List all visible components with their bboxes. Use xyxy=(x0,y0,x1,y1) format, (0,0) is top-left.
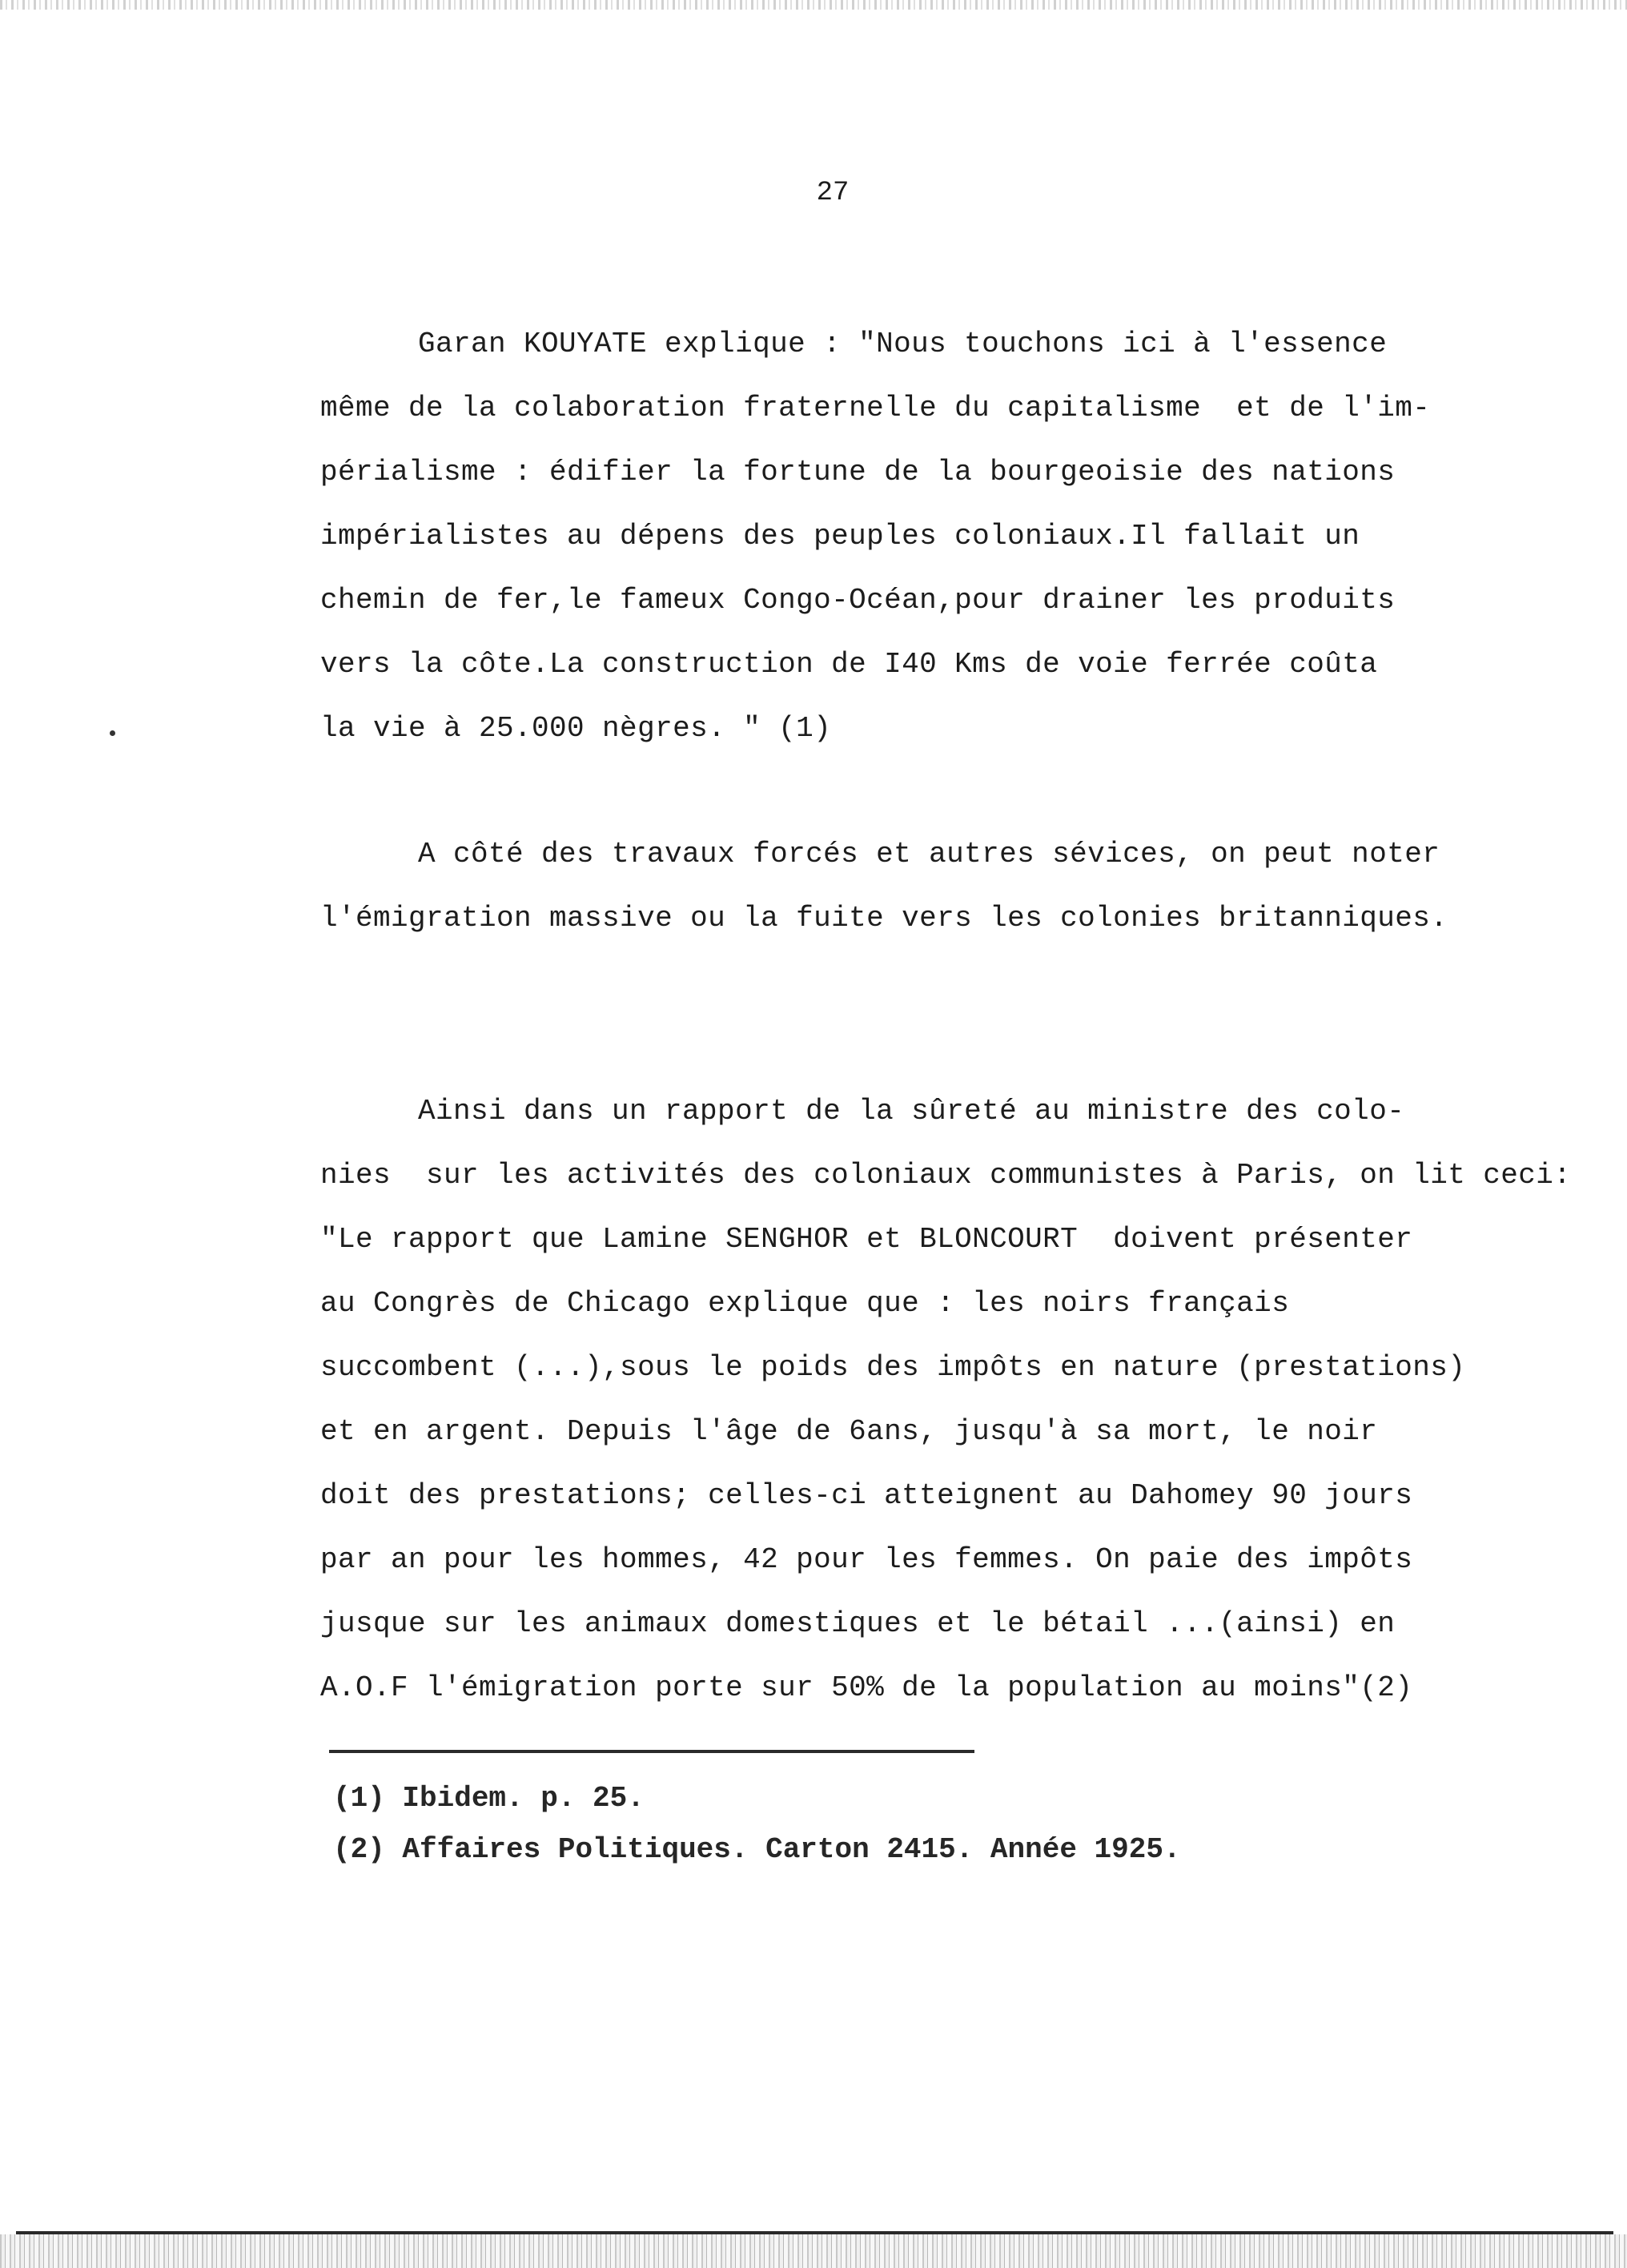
text-line: la vie à 25.000 nègres. " (1) xyxy=(320,712,832,745)
scan-bottom-edge xyxy=(0,2234,1627,2268)
scan-speck xyxy=(110,730,115,736)
text-line: jusque sur les animaux domestiques et le bétail ...(ainsi) en xyxy=(320,1607,1396,1640)
text-line: et en argent. Depuis l'âge de 6ans, jusqu'à sa mort, le noir xyxy=(320,1415,1378,1448)
text-line: même de la colaboration fraternelle du capitalisme et de l'im- xyxy=(320,392,1431,424)
text-line: A côté des travaux forcés et autres sévices, on peut noter xyxy=(418,838,1440,871)
paragraph-2 xyxy=(320,822,1601,951)
text-line: "Le rapport que Lamine SENGHOR et BLONCOURT doivent présenter xyxy=(320,1223,1413,1256)
paragraph-1 xyxy=(320,312,1601,761)
text-line: au Congrès de Chicago explique que : les noirs français xyxy=(320,1287,1290,1320)
text-line: chemin de fer,le fameux Congo-Océan,pour drainer les produits xyxy=(320,584,1396,617)
footnote-separator xyxy=(329,1750,974,1753)
paragraph-3 xyxy=(320,1080,1601,1720)
text-line: succombent (...),sous le poids des impôts en nature (prestations) xyxy=(320,1351,1466,1384)
footnote-1: (1) Ibidem. p. 25. xyxy=(333,1782,645,1815)
text-line: périalisme : édifier la fortune de la bourgeoisie des nations xyxy=(320,456,1396,489)
page-number: 27 xyxy=(816,178,850,208)
text-line: nies sur les activités des coloniaux communistes à Paris, on lit ceci: xyxy=(320,1159,1572,1192)
footnotes xyxy=(333,1773,1454,1876)
footnote-2: (2) Affaires Politiques. Carton 2415. Année 1925. xyxy=(333,1833,1181,1866)
text-line: par an pour les hommes, 42 pour les femmes. On paie des impôts xyxy=(320,1543,1413,1576)
text-line: Garan KOUYATE explique : "Nous touchons ici à l'essence xyxy=(418,328,1388,360)
text-line: vers la côte.La construction de I40 Kms de voie ferrée coûta xyxy=(320,648,1378,681)
text-line: l'émigration massive ou la fuite vers les colonies britanniques. xyxy=(320,902,1448,935)
text-line: Ainsi dans un rapport de la sûreté au ministre des colo- xyxy=(418,1095,1405,1128)
text-line: doit des prestations; celles-ci atteignent au Dahomey 90 jours xyxy=(320,1479,1413,1512)
scan-top-edge xyxy=(0,0,1627,10)
text-line: impérialistes au dépens des peuples coloniaux.Il fallait un xyxy=(320,520,1360,553)
text-line: A.O.F l'émigration porte sur 50% de la population au moins"(2) xyxy=(320,1671,1413,1704)
